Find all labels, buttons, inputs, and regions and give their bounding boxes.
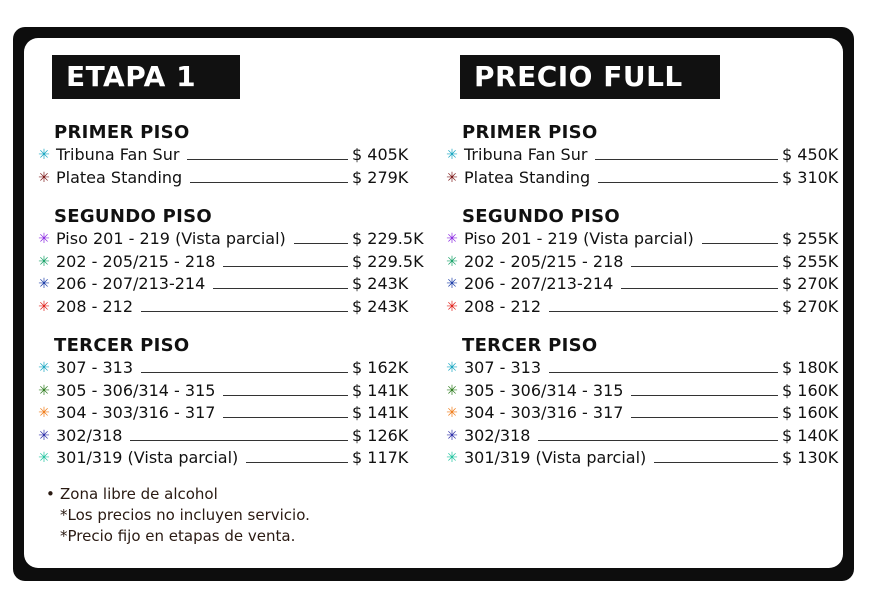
leader-line: [187, 159, 348, 160]
row-price: $ 450K: [782, 145, 839, 164]
row-label: 304 - 303/316 - 317: [56, 403, 216, 423]
price-row: [34, 296, 432, 318]
row-price: $ 229.5K: [352, 229, 424, 248]
row-price: $ 117K: [352, 448, 409, 468]
asterisk-star-icon: ✳: [446, 298, 458, 315]
asterisk-star-icon: ✳: [38, 147, 50, 163]
row-label: Platea Standing: [56, 167, 183, 187]
row-label: 202 - 205/215 - 218: [464, 251, 624, 271]
asterisk-star-icon: ✳: [446, 253, 458, 270]
note-alcohol: [46, 484, 310, 505]
asterisk-star-icon: ✳: [446, 427, 458, 444]
section-title: PRIMER PISO: [54, 122, 190, 143]
leader-line: [549, 372, 778, 373]
bullet-dot-icon: •: [46, 485, 55, 503]
row-price: $ 180K: [782, 358, 839, 377]
row-price: $ 162K: [352, 358, 409, 377]
row-label: 208 - 212: [56, 296, 134, 316]
asterisk-star-icon: ✳: [446, 276, 458, 293]
row-label: 208 - 212: [464, 296, 542, 316]
row-price: $ 243K: [352, 274, 409, 294]
price-row: [34, 357, 432, 379]
leader-line: [702, 243, 778, 244]
price-row: [442, 447, 862, 469]
row-label: 301/319 (Vista parcial): [464, 448, 647, 468]
price-row: [442, 357, 862, 379]
price-row: [442, 380, 862, 402]
asterisk-star-icon: ✳: [38, 382, 50, 399]
asterisk-star-icon: ✳: [38, 450, 50, 467]
asterisk-star-icon: ✳: [446, 147, 458, 163]
row-price: $ 126K: [352, 425, 409, 445]
asterisk-star-icon: ✳: [38, 169, 50, 186]
section-title: TERCER PISO: [54, 335, 190, 356]
row-price: $ 405K: [352, 145, 409, 164]
section-title: SEGUNDO PISO: [462, 206, 620, 227]
leader-line: [141, 311, 348, 312]
asterisk-star-icon: ✳: [446, 382, 458, 399]
price-row: [442, 144, 862, 166]
leader-line: [538, 440, 778, 441]
row-label: 305 - 306/314 - 315: [464, 380, 624, 400]
row-label: 302/318: [464, 425, 531, 445]
note-service: [46, 505, 310, 526]
asterisk-star-icon: ✳: [38, 298, 50, 315]
price-row: [34, 447, 432, 469]
row-label: Tribuna Fan Sur: [464, 145, 588, 164]
row-price: $ 160K: [782, 380, 839, 400]
price-row: [34, 144, 432, 166]
leader-line: [621, 288, 778, 289]
leader-line: [631, 266, 778, 267]
row-price: $ 270K: [782, 296, 839, 316]
price-card: [24, 38, 843, 568]
asterisk-star-icon: ✳: [446, 169, 458, 186]
leader-line: [598, 182, 778, 183]
price-row: [442, 425, 862, 447]
leader-line: [654, 462, 778, 463]
leader-line: [631, 395, 778, 396]
leader-line: [595, 159, 778, 160]
price-row: [34, 251, 432, 273]
row-price: $ 141K: [352, 403, 409, 423]
row-label: Platea Standing: [464, 167, 591, 187]
row-label: 301/319 (Vista parcial): [56, 448, 239, 468]
row-price: $ 141K: [352, 380, 409, 400]
row-label: Tribuna Fan Sur: [56, 145, 180, 164]
leader-line: [223, 395, 348, 396]
leader-line: [223, 417, 348, 418]
price-row: [34, 273, 432, 295]
asterisk-star-icon: ✳: [38, 360, 50, 376]
column-banner: PRECIO FULL: [460, 55, 720, 99]
column-banner: ETAPA 1: [52, 55, 240, 99]
asterisk-star-icon: ✳: [38, 276, 50, 293]
leader-line: [213, 288, 348, 289]
price-row: [442, 167, 862, 189]
leader-line: [190, 182, 348, 183]
row-label: 202 - 205/215 - 218: [56, 251, 216, 271]
leader-line: [223, 266, 348, 267]
row-price: $ 255K: [782, 229, 839, 248]
price-row: [34, 425, 432, 447]
price-row: [442, 273, 862, 295]
price-row: [442, 296, 862, 318]
row-price: $ 279K: [352, 167, 409, 187]
section-title: PRIMER PISO: [462, 122, 598, 143]
asterisk-star-icon: ✳: [38, 253, 50, 270]
price-row: [442, 402, 862, 424]
row-price: $ 310K: [782, 167, 839, 187]
asterisk-star-icon: ✳: [446, 450, 458, 467]
price-row: [34, 228, 432, 250]
section-title: TERCER PISO: [462, 335, 598, 356]
note-text: *Precio fijo en etapas de venta.: [60, 527, 296, 545]
price-row: [442, 251, 862, 273]
row-price: $ 160K: [782, 403, 839, 423]
asterisk-star-icon: ✳: [446, 231, 458, 247]
leader-line: [141, 372, 348, 373]
row-label: 304 - 303/316 - 317: [464, 403, 624, 423]
row-price: $ 229.5K: [352, 251, 424, 271]
asterisk-star-icon: ✳: [38, 405, 50, 422]
row-label: 307 - 313: [56, 358, 134, 377]
price-row: [34, 402, 432, 424]
row-label: Piso 201 - 219 (Vista parcial): [56, 229, 286, 248]
row-price: $ 270K: [782, 274, 839, 294]
asterisk-star-icon: ✳: [38, 231, 50, 247]
price-row: [34, 167, 432, 189]
leader-line: [631, 417, 778, 418]
row-price: $ 255K: [782, 251, 839, 271]
row-label: 302/318: [56, 425, 123, 445]
leader-line: [246, 462, 348, 463]
asterisk-star-icon: ✳: [446, 360, 458, 376]
asterisk-star-icon: ✳: [38, 427, 50, 444]
leader-line: [294, 243, 348, 244]
leader-line: [549, 311, 778, 312]
notes: [46, 484, 310, 547]
row-price: $ 140K: [782, 425, 839, 445]
row-label: 206 - 207/213-214: [56, 274, 206, 294]
row-price: $ 243K: [352, 296, 409, 316]
note-text: *Los precios no incluyen servicio.: [60, 506, 310, 524]
leader-line: [130, 440, 348, 441]
asterisk-star-icon: ✳: [446, 405, 458, 422]
price-row: [442, 228, 862, 250]
price-row: [34, 380, 432, 402]
row-label: 307 - 313: [464, 358, 542, 377]
row-label: 206 - 207/213-214: [464, 274, 614, 294]
row-price: $ 130K: [782, 448, 839, 468]
section-title: SEGUNDO PISO: [54, 206, 212, 227]
row-label: 305 - 306/314 - 315: [56, 380, 216, 400]
row-label: Piso 201 - 219 (Vista parcial): [464, 229, 694, 248]
note-text: Zona libre de alcohol: [60, 485, 218, 503]
note-fixed-price: [46, 526, 310, 547]
